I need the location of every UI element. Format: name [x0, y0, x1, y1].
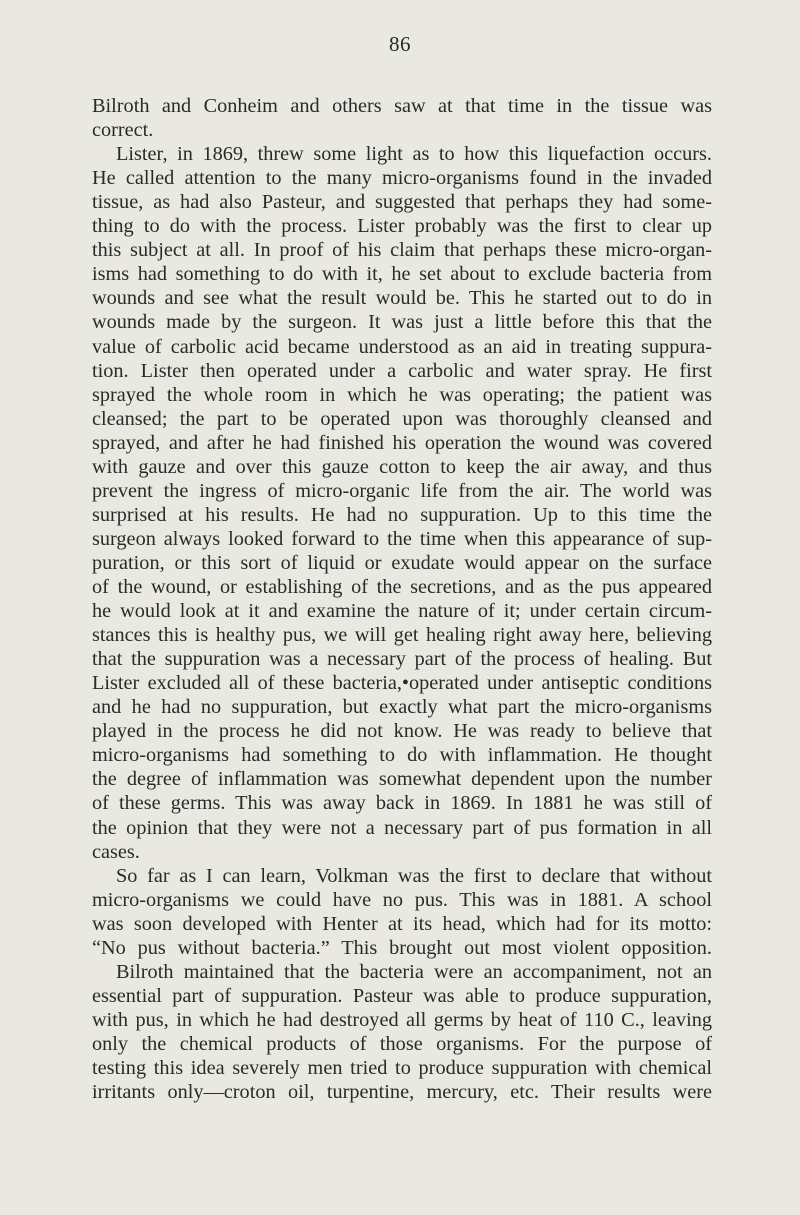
- text-line: cleansed; the part to be operated upon was thoroughly cleansed and: [92, 407, 712, 430]
- text-line: surprised at his results. He had no suppuration. Up to this time the: [92, 503, 712, 526]
- text-line: sprayed the whole room in which he was operating; the patient was: [92, 383, 712, 406]
- text-line: and he had no suppuration, but exactly what part the micro-organisms: [92, 696, 712, 719]
- text-line: of these germs. This was away back in 1869. In 1881 he was still of: [92, 792, 712, 815]
- text-line: only the chemical products of those organisms. For the purpose of: [92, 1032, 712, 1055]
- text-line: value of carbolic acid became understood as an aid in treating suppura-: [92, 335, 712, 358]
- text-line: with gauze and over this gauze cotton to keep the air away, and thus: [92, 455, 712, 478]
- text-line: played in the process he did not know. He was ready to believe that: [92, 720, 712, 743]
- text-line: sprayed, and after he had finished his operation the wound was covered: [92, 431, 712, 454]
- text-line: So far as I can learn, Volkman was the first to declare that without: [116, 864, 712, 887]
- text-line: testing this idea severely men tried to produce suppuration with chemical: [92, 1057, 712, 1079]
- text-line: the degree of inflammation was somewhat dependent upon the number: [92, 768, 712, 791]
- text-line: micro-organisms we could have no pus. This was in 1881. A school: [92, 888, 712, 911]
- text-line: this subject at all. In proof of his claim that perhaps these micro-organ-: [92, 239, 712, 262]
- text-line: was soon developed with Henter at its head, which had for its motto:: [92, 912, 712, 935]
- text-line: wounds and see what the result would be. This he started out to do in: [92, 287, 712, 310]
- text-line: with pus, in which he had destroyed all germs by heat of 110 C., leaving: [92, 1008, 712, 1031]
- text-line: micro-organisms had something to do with inflammation. He thought: [92, 744, 712, 767]
- text-line: thing to do with the process. Lister probably was the first to clear up: [92, 215, 712, 238]
- text-line: cases.: [92, 840, 140, 863]
- text-line: He called attention to the many micro-organisms found in the invaded: [92, 167, 712, 190]
- text-line: stances this is healthy pus, we will get healing right away here, believing: [92, 624, 712, 647]
- text-line: the opinion that they were not a necessary part of pus formation in all: [92, 816, 712, 839]
- text-line: isms had something to do with it, he set about to exclude bacteria from: [92, 263, 712, 286]
- text-line: he would look at it and examine the nature of it; under certain circum-: [92, 600, 712, 623]
- text-line: puration, or this sort of liquid or exudate would appear on the surface: [92, 551, 712, 574]
- page-number: 86: [389, 32, 411, 56]
- text-line: wounds made by the surgeon. It was just a little before this that the: [92, 311, 712, 334]
- text-line: that the suppuration was a necessary part of the process of healing. But: [92, 648, 712, 671]
- text-line: “No pus without bacteria.” This brought out most violent opposition.: [92, 936, 712, 959]
- text-line: Lister excluded all of these bacteria,•operated under antiseptic conditions: [92, 672, 712, 695]
- text-line: tion. Lister then operated under a carbolic and water spray. He first: [92, 359, 712, 382]
- text-line: surgeon always looked forward to the time when this appearance of sup-: [92, 527, 712, 550]
- text-line: essential part of suppuration. Pasteur was able to produce suppuration,: [92, 984, 712, 1007]
- text-line: correct.: [92, 119, 154, 142]
- text-line: prevent the ingress of micro-organic life from the air. The world was: [92, 479, 712, 502]
- text-line: of the wound, or establishing of the secretions, and as the pus appeared: [92, 576, 712, 598]
- text-line: irritants only—croton oil, turpentine, mercury, etc. Their results were: [92, 1081, 712, 1104]
- text-line: Bilroth maintained that the bacteria were an accompaniment, not an: [116, 960, 712, 983]
- text-line: tissue, as had also Pasteur, and suggested that perhaps they had some-: [92, 191, 712, 214]
- text-line: Bilroth and Conheim and others saw at that time in the tissue was: [92, 95, 712, 117]
- text-line: Lister, in 1869, threw some light as to how this liquefaction occurs.: [116, 143, 712, 166]
